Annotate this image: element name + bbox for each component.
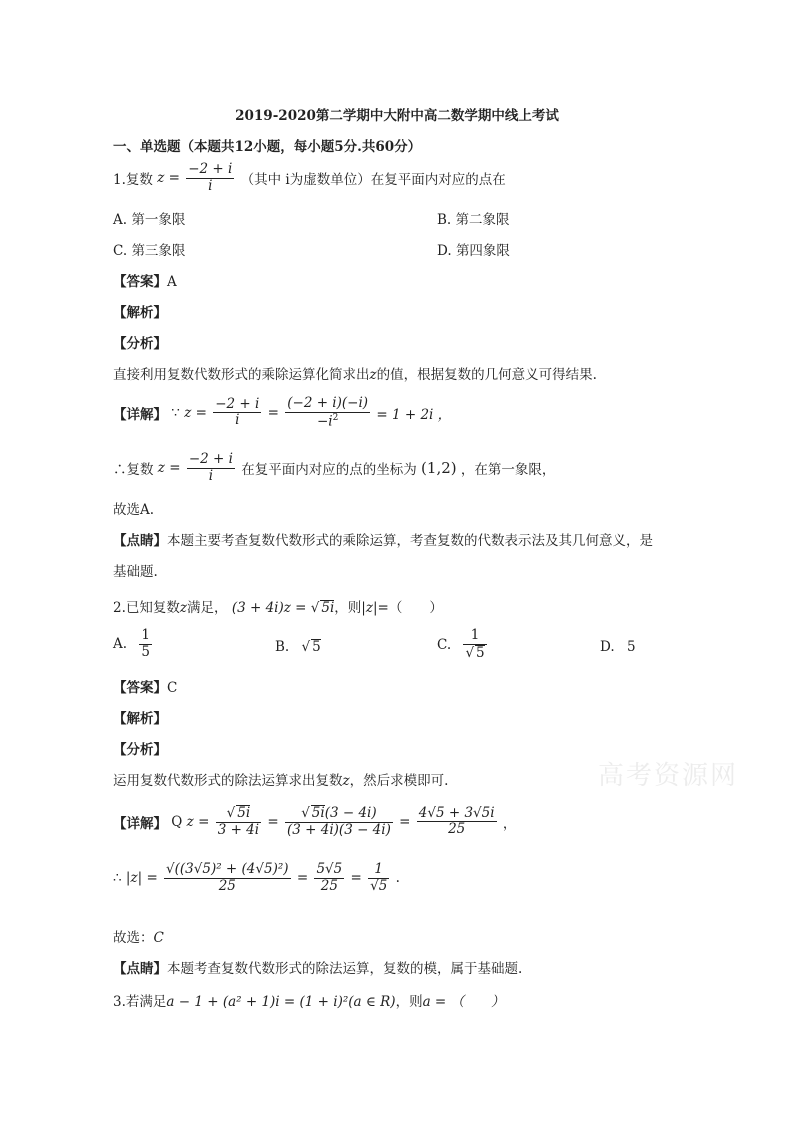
denominator: √ 5 xyxy=(465,644,485,661)
option-text: 第四象限 xyxy=(455,243,510,259)
denominator: 25 xyxy=(218,877,236,894)
therefore-text: ∴复数 xyxy=(113,462,154,479)
question-3-prefix: 3.若满足 xyxy=(113,994,167,1010)
guxuan-line-2 xyxy=(113,926,164,946)
section-heading: 一、单选题（本题共12小题，每小题5分.共60分） xyxy=(113,139,422,155)
modulus-line: ∴ |z| = $\frac{\text{√((3√5)² + (4√5)²)}}{25}$ = $\frac{5√5}{25}$ = $\frac{1}{√5}$ . xyxy=(113,861,400,894)
numerator: 1 xyxy=(141,627,150,643)
fenxi-label: 【分析】 xyxy=(113,336,167,352)
dianjing-line xyxy=(113,529,653,549)
therefore-end: ，在第一象限， xyxy=(460,462,556,479)
dianjing-label: 【点睛】 xyxy=(113,533,167,549)
jiexi-label: 【解析】 xyxy=(113,305,167,321)
question-2: 2.已知复数z满足， (3 + 4i)z = √ 5i，则|z|=（ ） xyxy=(113,600,443,616)
question-3-ask: a = （ ） xyxy=(422,994,505,1010)
option-letter: B. xyxy=(275,639,290,655)
question-3 xyxy=(113,990,505,1010)
denominator: 3 + 4i xyxy=(217,821,260,838)
q2-option-b: B. √ 5 xyxy=(275,639,321,655)
numerator-tail: (3 − 4i) xyxy=(324,805,377,821)
detail-result: = 1 + 2i ， xyxy=(376,406,452,423)
analysis-text-2 xyxy=(113,769,448,789)
var-z: z xyxy=(130,870,138,887)
exam-title: 2019-2020第二学期中大附中高二数学期中线上考试 xyxy=(235,108,559,124)
answer-value: C xyxy=(167,680,178,696)
var-z: z xyxy=(186,813,194,830)
answer-label: 【答案】 xyxy=(113,274,167,290)
numerator: 1 xyxy=(463,628,486,645)
dianjing-line-2: 基础题. xyxy=(113,564,158,580)
therefore-tail: 在复平面内对应的点的坐标为 xyxy=(241,462,417,479)
denominator-base: −i xyxy=(316,413,333,430)
denominator: (3 + 4i)(3 − 4i) xyxy=(287,821,391,838)
guxuan-line: 故选A. xyxy=(113,502,155,518)
fraction: $\frac{√ 5i(3 - 4i)}{(3 + 4i)(3 - 4i)}$ xyxy=(287,805,391,838)
fraction xyxy=(213,397,261,429)
fraction xyxy=(186,162,234,194)
denominator: 5 xyxy=(141,643,150,660)
exponent: 2 xyxy=(332,412,339,423)
fraction xyxy=(368,862,389,894)
answer-value: A xyxy=(167,274,177,290)
fenxi-label-2: 【分析】 xyxy=(113,742,167,758)
denominator: i xyxy=(235,412,240,429)
numerator: 4√5 + 3√5i xyxy=(418,804,495,821)
watermark: 高考资源网 xyxy=(598,761,739,791)
answer-line xyxy=(113,270,177,290)
question-1 xyxy=(113,162,506,194)
option-text: 第二象限 xyxy=(455,212,510,228)
q-symbol: Q xyxy=(171,813,183,830)
fraction xyxy=(417,806,497,838)
numerator: 1 xyxy=(368,862,389,879)
question-3-tail: ，则 xyxy=(395,994,423,1010)
question-1-prefix: 1.复数 xyxy=(113,172,153,189)
question-2-mid: 满足， xyxy=(187,600,228,616)
answer-line-2 xyxy=(113,676,177,696)
fraction xyxy=(314,862,344,894)
jiexi-label-2: 【解析】 xyxy=(113,711,167,727)
option-text: 5 xyxy=(626,639,636,655)
detail-label: 【详解】 xyxy=(113,406,167,423)
q2-option-a xyxy=(113,628,154,660)
option-c xyxy=(113,239,185,259)
coordinate-point: (1,2) xyxy=(421,459,457,478)
detail-label: 【详解】 xyxy=(113,815,167,832)
numerator: −2 + i xyxy=(188,451,233,467)
dianjing-label: 【点睛】 xyxy=(113,961,167,977)
option-text: 第一象限 xyxy=(131,212,186,228)
option-letter: D. xyxy=(600,639,615,655)
fraction xyxy=(285,396,370,430)
var-z: z xyxy=(342,773,350,789)
fraction xyxy=(164,862,290,894)
guxuan-value: C xyxy=(153,930,164,946)
denominator: 25 xyxy=(320,877,338,894)
dianjing-text: 本题考查复数代数形式的除法运算，复数的模，属于基础题. xyxy=(167,961,523,977)
equation-left: (3 + 4i)z = xyxy=(231,600,311,616)
numerator: −2 + i xyxy=(215,395,260,412)
sqrt-expr: 5i xyxy=(237,805,251,821)
answer-label: 【答案】 xyxy=(113,680,167,696)
analysis-part: 运用复数代数形式的除法运算求出复数 xyxy=(113,773,343,789)
denominator: 25 xyxy=(448,821,466,838)
var-z: z xyxy=(365,600,373,616)
therefore-symbol: ∴ xyxy=(113,870,122,887)
equals: = xyxy=(168,170,180,187)
option-text: 第三象限 xyxy=(131,243,186,259)
var-z: z xyxy=(369,367,377,383)
detail-line: 【详解】 ∵ z = $\frac{-2 + i}{i}$ = $\frac{(-2 + i)(-i)}{-i^2}$ = 1 + 2i ， xyxy=(113,395,452,430)
option-letter: A. xyxy=(113,212,128,228)
guxuan-text: 故选： xyxy=(113,930,154,946)
sqrt-expr: 5i xyxy=(321,600,335,616)
detail-line-2: 【详解】 Q z = $\frac{√ 5i}{3 + 4i}$ = $\frac{√ 5i(3 - 4i)}{(3 + 4i)(3 - 4i)}$ = $\frac{4√5 + 3√5i}{25}$ ， xyxy=(113,804,517,838)
because-symbol: ∵ xyxy=(171,404,180,421)
option-letter: C. xyxy=(113,243,128,259)
q2-option-c xyxy=(437,628,489,661)
fraction: $\frac{√ 5i}{3 + 4i}$ xyxy=(217,805,260,838)
q2-option-d xyxy=(600,639,636,655)
option-d xyxy=(437,239,510,259)
dianjing-line-q2 xyxy=(113,957,522,977)
var-z: z xyxy=(157,170,165,187)
numerator: −2 + i xyxy=(188,161,233,177)
option-a xyxy=(113,208,185,228)
sqrt-expr: 5i xyxy=(311,805,325,821)
analysis-part: 的值，根据复数的几何意义可得结果. xyxy=(376,367,597,383)
question-3-expr: a − 1 + (a² + 1)i = (1 + i)²(a ∈ R) xyxy=(166,994,396,1010)
option-b xyxy=(437,208,510,228)
analysis-part: ，然后求模即可. xyxy=(349,773,449,789)
sqrt-expr: 5 xyxy=(476,644,485,661)
var-z: z xyxy=(157,460,165,477)
sqrt-expr: 5 xyxy=(312,639,321,655)
dianjing-text: 本题主要考查复数代数形式的乘除运算，考查复数的代数表示法及其几何意义，是 xyxy=(167,533,653,549)
analysis-part: 直接利用复数代数形式的乘除运算化简求出 xyxy=(113,367,370,383)
denominator xyxy=(285,413,370,430)
denominator: i xyxy=(208,177,213,194)
option-letter: D. xyxy=(437,243,452,259)
option-letter: B. xyxy=(437,212,452,228)
var-z: z xyxy=(179,600,188,616)
ask-end: |=（ ） xyxy=(372,600,443,616)
option-letter: A. xyxy=(113,636,128,653)
option-letter: C. xyxy=(437,636,452,653)
var-z: z xyxy=(184,404,192,421)
analysis-text xyxy=(113,363,597,383)
denominator: i xyxy=(208,467,214,484)
therefore-line: ∴复数 z = $\frac{-2 + i}{i}$ 在复平面内对应的点的坐标为 (1,2) ，在第一象限， xyxy=(113,451,556,484)
fraction xyxy=(139,628,152,660)
ask-text: ，则| xyxy=(334,600,366,616)
question-1-suffix: （其中 i为虚数单位）在复平面内对应的点在 xyxy=(240,172,506,189)
numerator: 5√5 xyxy=(316,861,343,877)
fraction xyxy=(187,452,235,484)
question-2-prefix: 2.已知复数 xyxy=(113,600,180,616)
fraction xyxy=(463,628,486,661)
numerator: √((3√5)² + (4√5)²) xyxy=(166,861,289,877)
numerator: (−2 + i)(−i) xyxy=(287,395,369,411)
denominator: √5 xyxy=(370,877,388,894)
